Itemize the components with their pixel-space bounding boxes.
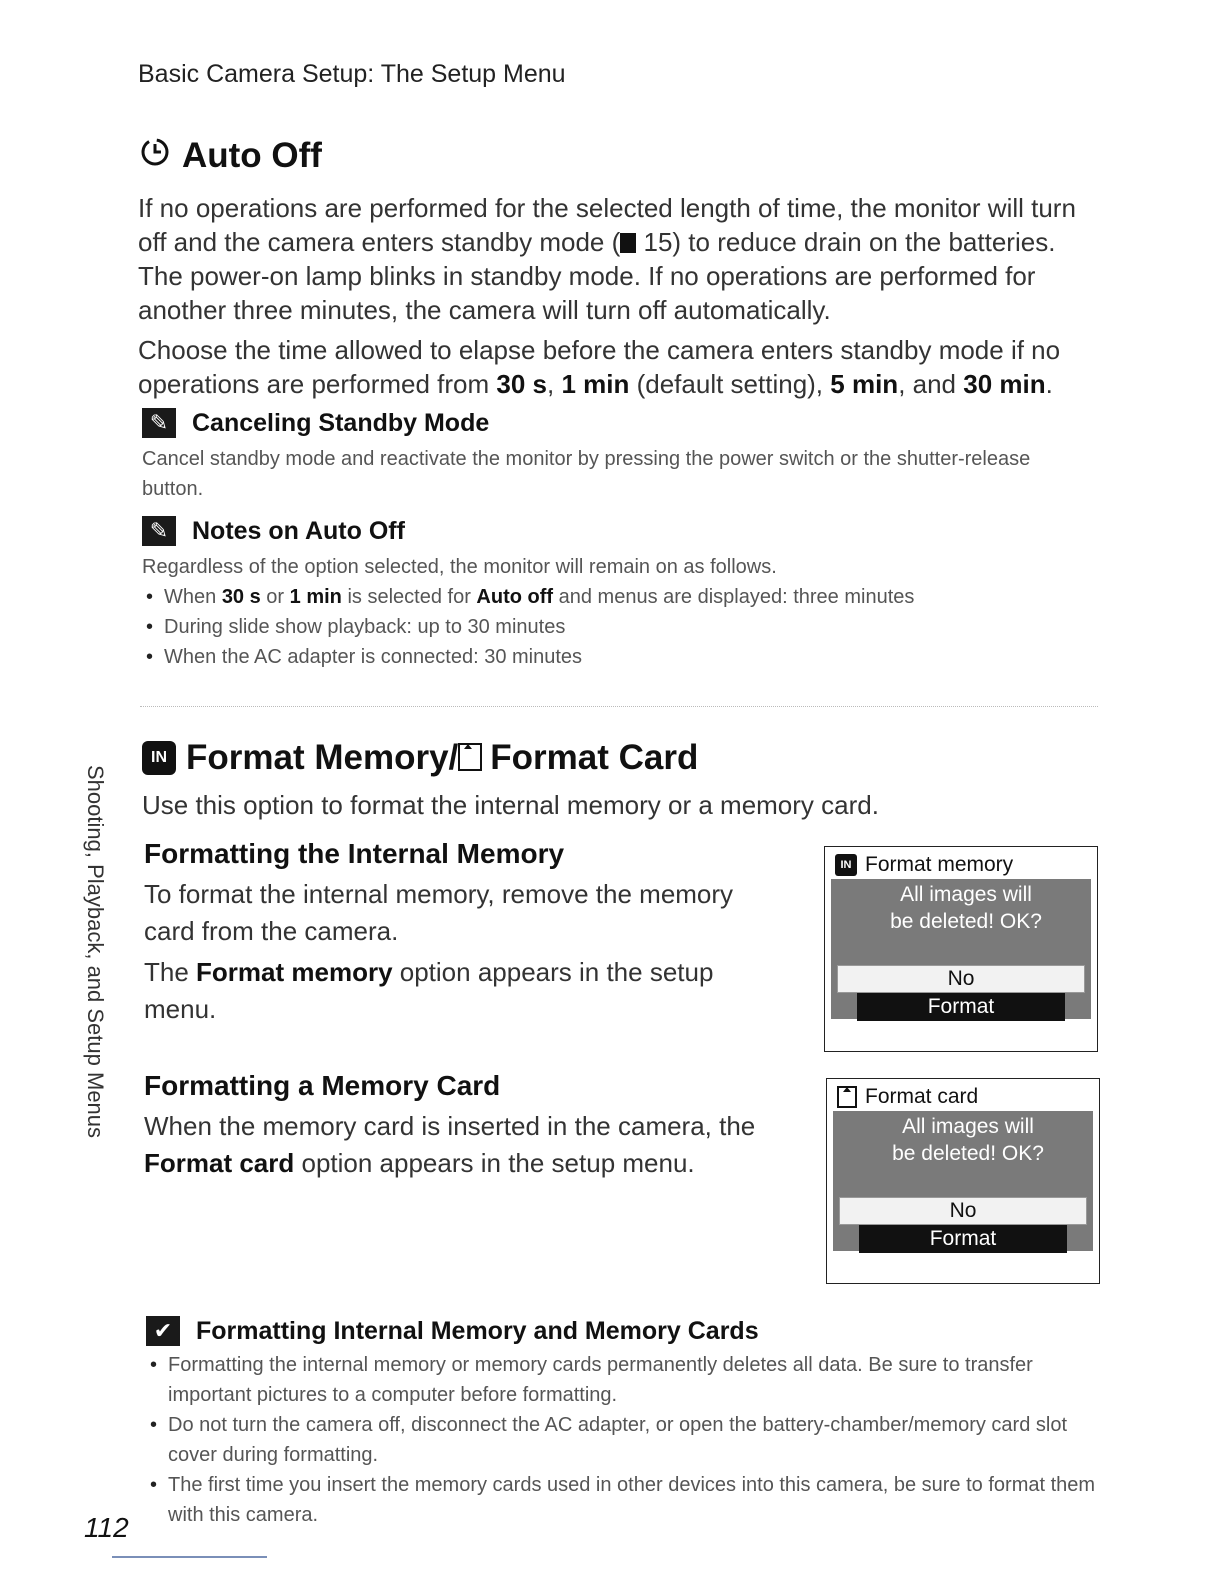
auto-off-para2: Choose the time allowed to elapse before the camera enters standby mode if no operations are performed from 30 s, 1 min (default setting), 5 min, and 30 min. [138,335,1061,399]
note-cancel-text: Cancel standby mode and reactivate the monitor by pressing the power switch or the shutter-release button. [142,448,1031,500]
auto-off-heading [138,134,1098,177]
internal-memory-subsection [144,838,784,1028]
note-cancel-title: Canceling Standby Mode [192,408,490,437]
auto-off-title: Auto Off [182,135,322,175]
format-title-b: Format Card [490,738,699,777]
running-header: Basic Camera Setup: The Setup Menu [138,60,566,88]
auto-off-section [138,134,1098,401]
internal-memory-icon: IN [835,854,857,876]
screen1-format-option[interactable]: Format [857,993,1065,1021]
internal-memory-icon: IN [142,741,176,775]
screen1-body [831,879,1091,1019]
memory-card-heading: Formatting a Memory Card [144,1070,501,1101]
screen2-msg: All images will be deleted! OK? [892,1115,1044,1165]
screen1-no-option[interactable]: No [837,965,1085,993]
screen2-title-bar [837,1085,978,1109]
note-canceling-standby [142,408,1072,504]
note-pencil-icon: ✎ [142,408,176,438]
screen1-msg: All images will be deleted! OK? [890,883,1042,933]
screen1-title-bar [835,853,1013,877]
list-item: • When 30 s or 1 min is selected for Auto off and menus are displayed: three minutes [142,582,1072,612]
format-intro: Use this option to format the internal memory or a memory card. [142,790,879,820]
screen1-title: Format memory [865,853,1014,876]
screen2-body [833,1111,1093,1251]
note-autooff-title: Notes on Auto Off [192,516,405,545]
page-number: 112 [84,1512,129,1543]
caution-check-icon: ✔ [146,1316,180,1346]
memory-card-icon [837,1086,857,1108]
list-item: • When the AC adapter is connected: 30 minutes [142,642,1072,672]
page-number-rule [112,1556,267,1558]
screen2-title: Format card [865,1085,979,1108]
caution-title: Formatting Internal Memory and Memory Cards [196,1316,759,1345]
note-auto-off [142,516,1072,672]
side-tab-label: Shooting, Playback, and Setup Menus [83,765,108,1139]
note-autooff-intro: Regardless of the option selected, the monitor will remain on as follows. [142,556,777,578]
format-title-a: Format Memory/ [186,738,459,777]
auto-off-para1: If no operations are performed for the selected length of time, the monitor will turn off and the camera enters standby mode ( 15) to reduce drain on the batteries. The power-on lamp blinks in standby mode. If no operations are performed for another three minutes, the camera will turn off automatically. [138,193,1076,325]
format-card-screen [826,1078,1100,1284]
format-memory-screen [824,846,1098,1052]
screen2-format-option[interactable]: Format [859,1225,1067,1253]
page-ref-icon [620,233,636,253]
note-pencil-icon: ✎ [142,516,176,546]
format-heading [142,738,1102,778]
format-section [142,738,1102,822]
internal-memory-heading: Formatting the Internal Memory [144,838,565,869]
caution-box [146,1316,1098,1530]
note-autooff-list [142,582,1072,672]
list-item: • During slide show playback: up to 30 minutes [142,612,1072,642]
memory-card-subsection [144,1070,784,1182]
list-item: • Do not turn the camera off, disconnect the AC adapter, or open the battery-chamber/memory card slot cover during formatting. [146,1410,1098,1470]
memory-card-icon [458,743,482,771]
section-divider [140,706,1098,707]
internal-memory-p2: The Format memory option appears in the setup menu. [144,957,714,1024]
side-tab [66,765,126,1165]
list-item: • Formatting the internal memory or memory cards permanently deletes all data. Be sure to transfer important pictures to a computer before formatting. [146,1350,1098,1410]
screen2-no-option[interactable]: No [839,1197,1087,1225]
memory-card-p: When the memory card is inserted in the camera, the Format card option appears in the setup menu. [144,1111,756,1178]
auto-off-icon [138,134,172,177]
internal-memory-p1: To format the internal memory, remove the memory card from the camera. [144,879,734,946]
list-item: • The first time you insert the memory cards used in other devices into this camera, be sure to format them with this camera. [146,1470,1098,1530]
caution-list [146,1350,1098,1530]
